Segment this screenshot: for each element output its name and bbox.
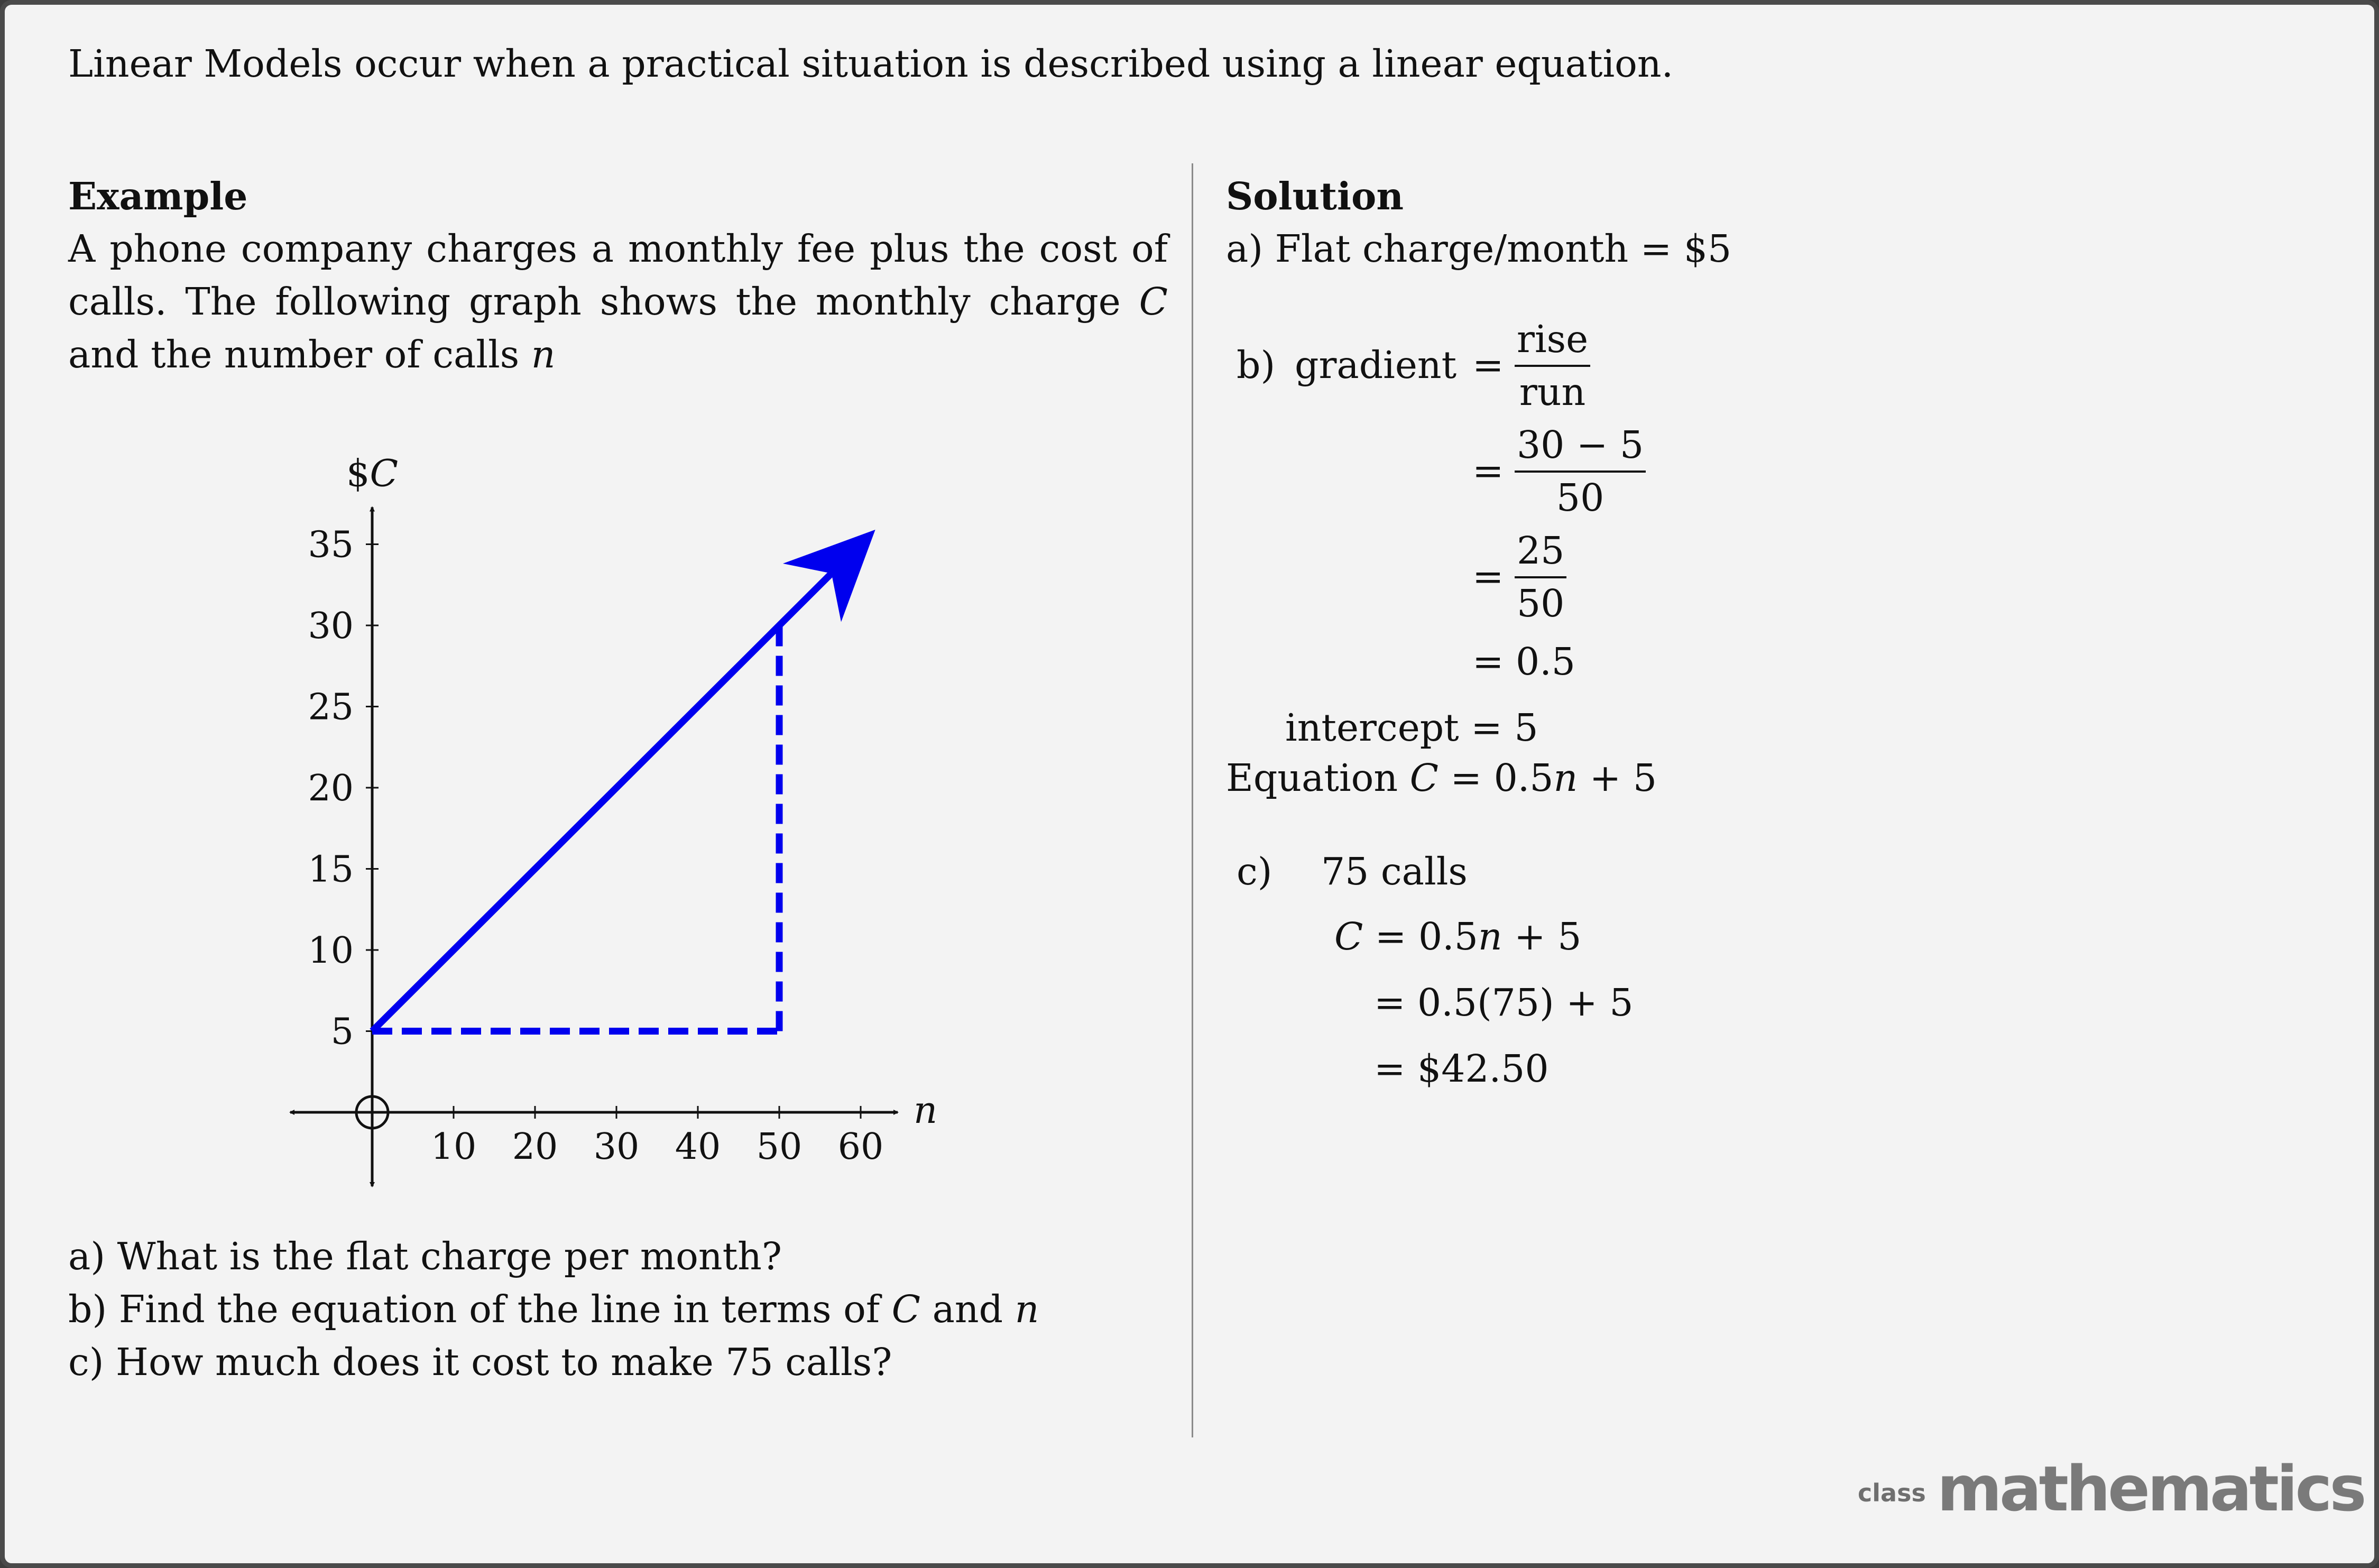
y-tick-label: 25 (308, 686, 354, 728)
example-heading: Example (68, 174, 248, 218)
column-divider (1192, 163, 1193, 1437)
gradient-result: = 0.5 (1472, 640, 1575, 684)
y-tick-label: 15 (308, 848, 354, 891)
simplified-fraction (1515, 525, 1566, 629)
y-axis-label: $C (346, 451, 399, 495)
y-tick-label: 30 (308, 605, 354, 647)
equation-part: + 5 (1502, 915, 1582, 958)
gradient-word: gradient (1295, 343, 1457, 387)
x-tick-label: 60 (837, 1126, 884, 1168)
variable-c: C (1334, 915, 1363, 958)
variable-c: C (1139, 280, 1168, 324)
gradient-fraction (1515, 314, 1590, 418)
intercept-line: intercept = 5 (1285, 706, 1538, 750)
y-tick-label: 20 (308, 768, 354, 809)
fraction-denominator: run (1519, 370, 1586, 414)
questions-list (68, 1230, 1039, 1389)
solution-c-equation (1334, 910, 1581, 963)
equation-line (1226, 752, 1657, 805)
solution-c-substitution: = 0.5(75) + 5 (1374, 981, 1634, 1025)
variable-n: n (1015, 1287, 1039, 1331)
variable-c: C (891, 1287, 920, 1331)
x-tick-label: 20 (512, 1126, 558, 1168)
fraction-denominator: 50 (1517, 582, 1565, 625)
equation-word: Equation (1226, 756, 1410, 800)
equals-sign: = (1472, 343, 1504, 387)
example-body-part: A phone company charges a monthly fee plus the cost of calls. The following graph shows the monthly charge (68, 227, 1168, 324)
fraction-numerator: 30 − 5 (1515, 420, 1646, 473)
variable-c: C (1409, 756, 1439, 800)
x-tick-label: 50 (756, 1126, 803, 1168)
logo-large-text: mathematics (1937, 1452, 2364, 1525)
solution-c-title: 75 calls (1321, 850, 1468, 893)
y-tick-label: 5 (330, 1011, 354, 1053)
fraction-numerator: 25 (1515, 525, 1566, 578)
x-axis-label: n (914, 1089, 938, 1132)
solution-a: a) Flat charge/month = $5 (1226, 227, 1732, 271)
equation-part: = 0.5 (1438, 756, 1554, 800)
example-body-part: and the number of calls (68, 333, 531, 376)
solution-c-label: c) (1237, 850, 1273, 893)
fraction-denominator: 50 (1556, 476, 1605, 520)
variable-n: n (531, 333, 556, 376)
logo-small-text: class (1858, 1479, 1926, 1507)
classmathematics-logo (1858, 1448, 2364, 1527)
substitution-fraction (1515, 420, 1646, 523)
equals-sign: = (1472, 449, 1504, 493)
equation-part: = 0.5 (1363, 915, 1478, 958)
variable-n: n (1553, 756, 1578, 800)
x-tick-label: 10 (430, 1126, 477, 1168)
question-c: c) How much does it cost to make 75 calls? (68, 1340, 892, 1384)
solution-heading: Solution (1226, 174, 1404, 218)
question-a: a) What is the flat charge per month? (68, 1234, 782, 1278)
y-tick-label: 10 (308, 930, 354, 972)
example-description (68, 223, 1168, 381)
question-b (68, 1283, 1039, 1336)
x-tick-label: 30 (593, 1126, 640, 1168)
cost-line (372, 545, 861, 1031)
variable-n: n (1478, 915, 1502, 958)
question-b-text: b) Find the equation of the line in terms of (68, 1287, 892, 1331)
solution-b-label: b) (1237, 343, 1276, 387)
equation-part: + 5 (1578, 756, 1657, 800)
intro-text: Linear Models occur when a practical situation is described using a linear equation. (68, 42, 1674, 86)
equals-sign: = (1472, 555, 1504, 598)
x-tick-label: 40 (675, 1126, 721, 1168)
y-tick-label: 35 (308, 524, 354, 566)
fraction-numerator: rise (1515, 314, 1590, 367)
solution-c-answer: = $42.50 (1374, 1047, 1549, 1091)
cost-vs-calls-graph (280, 438, 967, 1210)
question-b-text: and (920, 1287, 1015, 1331)
